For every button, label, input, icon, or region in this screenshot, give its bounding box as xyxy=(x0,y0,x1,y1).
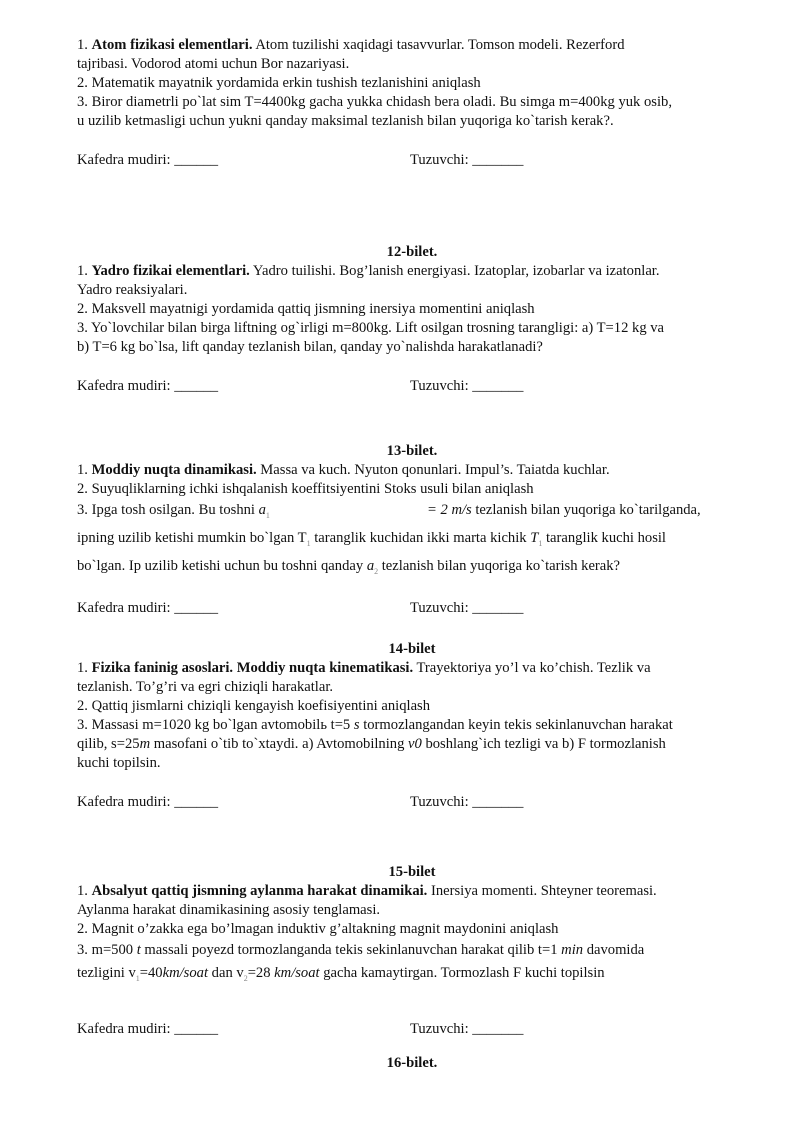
question-1: 1. Atom fizikasi elementlari. Atom tuzilishi xaqidagi tasavvurlar. Tomson modeli. Rezerford xyxy=(77,37,625,53)
question-3-cont: qilib, s=25m masofani o`tib to`xtaydi. a) Avtomobilning v0 boshlang`ich tezligi va b) F tormozlanish xyxy=(77,736,666,752)
question-1-cont: tezlanish. To’g’ri va egri chiziqli harakatlar. xyxy=(77,679,334,695)
question-3: 3. Biror diametrli po`lat sim T=4400kg gacha yukka chidash bera oladi. Bu simga m=400kg yuk osib, xyxy=(77,94,672,110)
kafedra-mudiri-label: Kafedra mudiri: ______ xyxy=(77,794,219,810)
question-3: 3. Ipga tosh osilgan. Bu toshni $a_1$ = 2 m/s tezlanish bilan yuqoriga ko`tarilganda, xyxy=(77,502,701,520)
question-2: 2. Magnit o’zakka ega bo’lmagan induktiv g’altakning magnit maydonini aniqlash xyxy=(77,921,559,937)
tuzuvchi-label: Tuzuvchi: _______ xyxy=(410,378,524,394)
ticket-heading: 16-bilet. xyxy=(386,1055,438,1071)
signature-row xyxy=(77,599,747,618)
ticket-heading: 14-bilet xyxy=(388,641,436,657)
topic-title: Fizika faninig asoslari. Moddiy nuqta kinematikasi. xyxy=(91,660,414,676)
ticket-12 xyxy=(77,243,747,396)
question-2: 2. Matematik mayatnik yordamida erkin tushish tezlanishini aniqlash xyxy=(77,75,481,91)
kafedra-mudiri-label: Kafedra mudiri: ______ xyxy=(77,152,219,168)
question-1: 1. Fizika faninig asoslari. Moddiy nuqta kinematikasi. Trayektoriya yo’l va ko’chish. Tezlik va xyxy=(77,660,651,676)
question-2: 2. Suyuqliklarning ichki ishqalanish koeffitsiyentini Stoks usuli bilan aniqlash xyxy=(77,481,534,497)
kafedra-mudiri-label: Kafedra mudiri: ______ xyxy=(77,599,219,616)
ticket-11 xyxy=(77,36,747,170)
signature-row xyxy=(77,793,747,812)
ticket-15 xyxy=(77,863,747,1039)
question-2: 2. Maksvell mayatnigi yordamida qattiq jismning inersiya momentini aniqlash xyxy=(77,301,535,317)
tuzuvchi-label: Tuzuvchi: _______ xyxy=(410,1020,524,1037)
ticket-heading: 12-bilet. xyxy=(386,244,438,260)
question-3-cont: tezligini $v_1=40km$/soat dan $v_2=28$ km/soat gacha kamaytirgan. Tormozlash F kuchi topilsin xyxy=(77,965,605,983)
question-3: 3. Massasi m=1020 kg bo`lgan avtomobilь t=5 s tormozlangandan keyin tekis sekinlanuvchan harakat xyxy=(77,717,673,733)
topic-title: Absalyut qattiq jismning aylanma harakat dinamikai. xyxy=(91,883,428,899)
question-3-cont: b) T=6 kg bo`lsa, lift qanday tezlanish bilan, qanday yo`nalishda harakatlanadi? xyxy=(77,339,543,355)
question-1: 1. Yadro fizikai elementlari. Yadro tuilishi. Bog’lanish energiyasi. Izatoplar, izobarlar va izatonlar. xyxy=(77,263,660,279)
question-1: 1. Moddiy nuqta dinamikasi. Massa va kuch. Nyuton qonunlari. Impul’s. Taiatda kuchlar. xyxy=(77,462,610,478)
ticket-heading: 13-bilet. xyxy=(386,443,438,459)
tuzuvchi-label: Tuzuvchi: _______ xyxy=(410,152,524,168)
signature-row xyxy=(77,377,747,396)
ticket-13 xyxy=(77,442,747,618)
signature-row xyxy=(77,1020,747,1039)
ticket-16 xyxy=(77,1054,747,1073)
question-3-cont: ipning uzilib ketishi mumkin bo`lgan $T_1$ taranglik kuchidan ikki marta kichik $T_1$ taranglik kuchi hosil xyxy=(77,529,666,548)
question-3-cont: bo`lgan. Ip uzilib ketishi uchun bu toshni qanday $a_2$ tezlanish bilan yuqoriga ko`tarish kerak? xyxy=(77,557,621,576)
question-1-cont: Aylanma harakat dinamikasining asosiy tenglamasi. xyxy=(77,902,381,918)
question-1-cont: tajribasi. Vodorod atomi uchun Bor nazariyasi. xyxy=(77,56,350,72)
signature-row xyxy=(77,151,747,170)
question-3-cont: kuchi topilsin. xyxy=(77,755,161,771)
question-1-cont: Yadro reaksiyalari. xyxy=(77,282,188,298)
ticket-14 xyxy=(77,640,747,812)
topic-title: Yadro fizikai elementlari. xyxy=(91,263,250,279)
topic-title: Atom fizikasi elementlari. xyxy=(91,37,253,53)
topic-title: Moddiy nuqta dinamikasi. xyxy=(91,462,257,478)
ticket-heading: 15-bilet xyxy=(388,864,436,880)
question-2: 2. Qattiq jismlarni chiziqli kengayish koefisiyentini aniqlash xyxy=(77,698,431,714)
kafedra-mudiri-label: Kafedra mudiri: ______ xyxy=(77,378,219,394)
kafedra-mudiri-label: Kafedra mudiri: ______ xyxy=(77,1020,219,1037)
question-3: 3. m=500 t massali poyezd tormozlanganda tekis sekinlanuvchan harakat qilib t=1 min davomida xyxy=(77,942,645,958)
tuzuvchi-label: Tuzuvchi: _______ xyxy=(410,794,524,810)
question-1: 1. Absalyut qattiq jismning aylanma harakat dinamikai. Inersiya momenti. Shteyner teoremasi. xyxy=(77,883,657,899)
question-3: 3. Yo`lovchilar bilan birga liftning og`irligi m=800kg. Lift osilgan trosning tarangligi: a) T=12 kg va xyxy=(77,320,665,336)
tuzuvchi-label: Tuzuvchi: _______ xyxy=(410,599,524,616)
question-3-cont: u uzilib ketmasligi uchun yukni qanday maksimal tezlanish bilan yuqoriga ko`tarish kerak?. xyxy=(77,113,614,129)
